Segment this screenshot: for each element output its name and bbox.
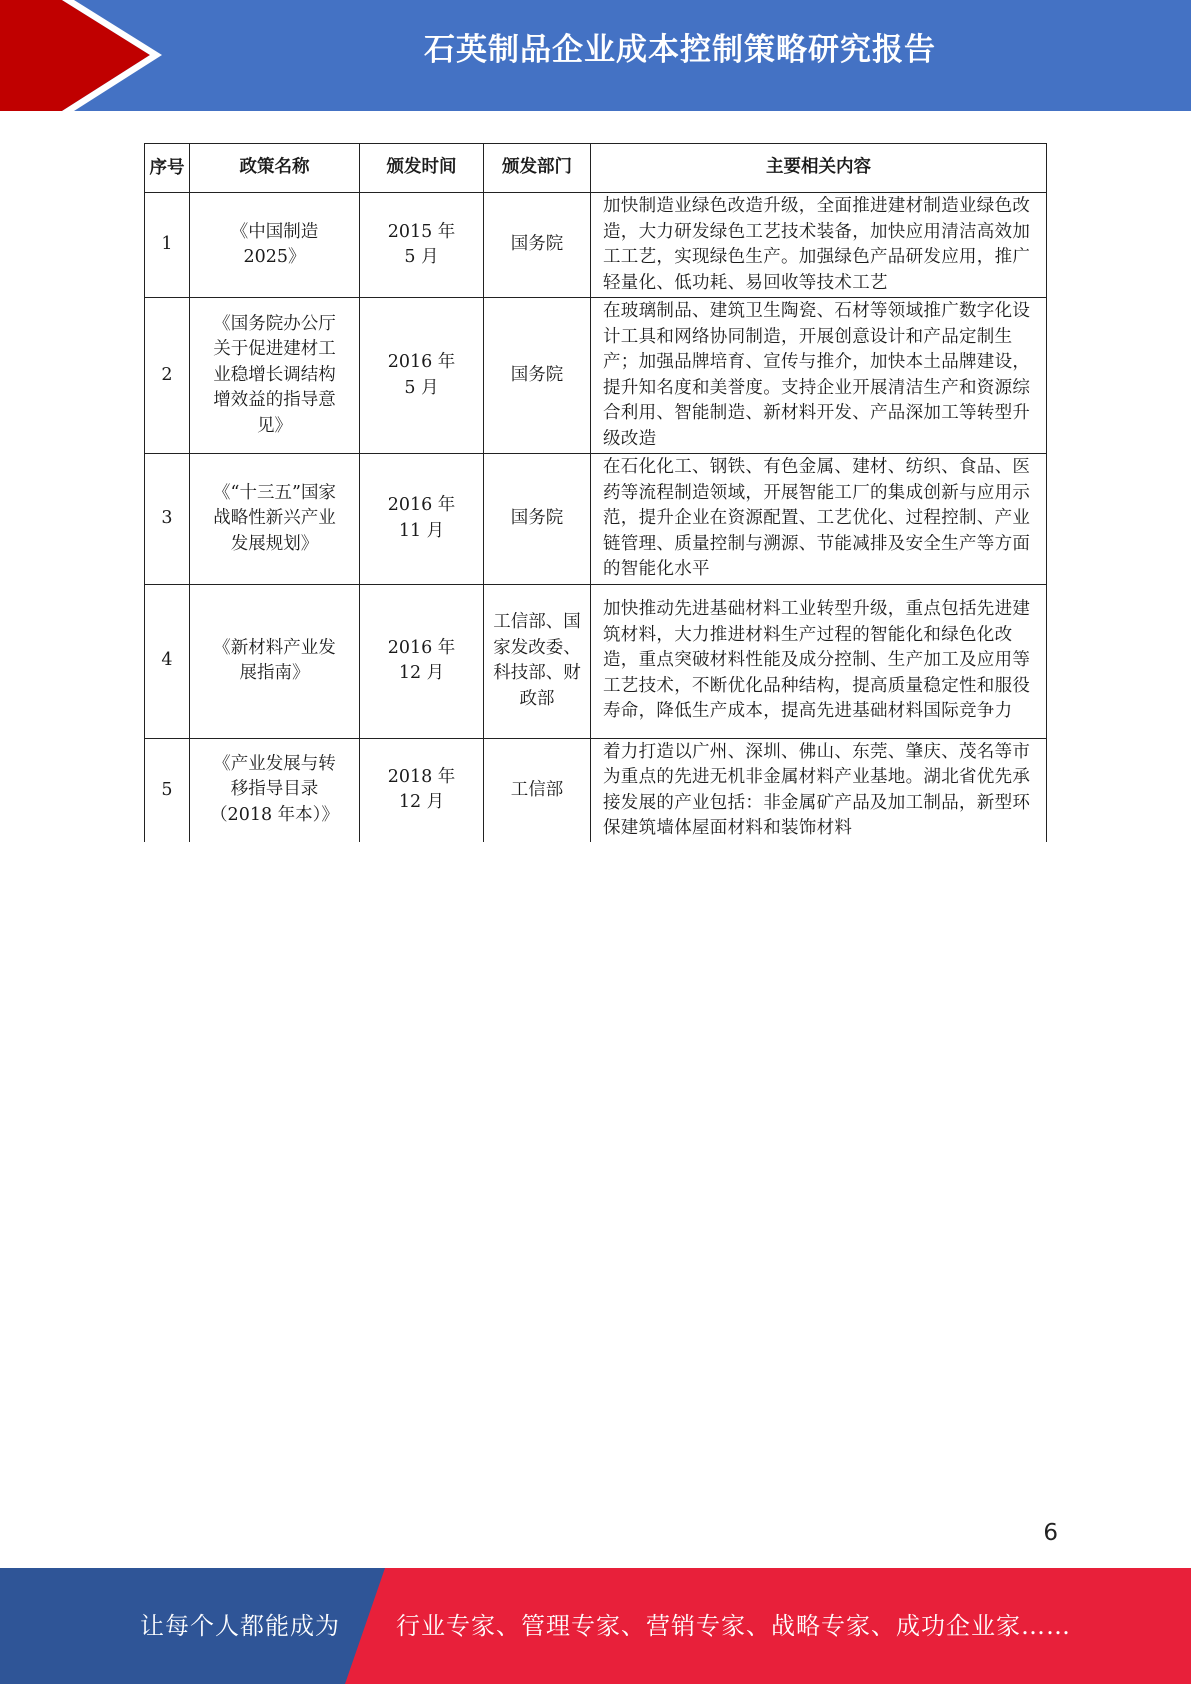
- row-policy-name: 《“十三五”国家战略性新兴产业发展规划》: [190, 454, 360, 585]
- policy-table: [144, 143, 1047, 842]
- row-dept: 工信部: [484, 738, 591, 842]
- row-dept: 工信部、国家发改委、科技部、财政部: [484, 584, 591, 738]
- row-dept: 国务院: [484, 193, 591, 298]
- row-dept: 国务院: [484, 454, 591, 585]
- report-title: 石英制品企业成本控制策略研究报告: [424, 32, 936, 68]
- row-date: 2015 年 5 月: [360, 193, 484, 298]
- row-date: 2018 年 12 月: [360, 738, 484, 842]
- row-dept: 国务院: [484, 298, 591, 454]
- row-no: 1: [145, 193, 190, 298]
- row-date: 2016 年 5 月: [360, 298, 484, 454]
- row-date: 2016 年 12 月: [360, 584, 484, 738]
- page-number: 6: [1043, 1520, 1058, 1546]
- table-row: [145, 738, 1047, 842]
- column-header-no: 序号: [145, 144, 190, 193]
- row-policy-name: 《新材料产业发展指南》: [190, 584, 360, 738]
- row-content: 在石化化工、钢铁、有色金属、建材、纺织、食品、医药等流程制造领域，开展智能工厂的集成创新与应用示范，提升企业在资源配置、工艺优化、过程控制、产业链管理、质量控制与溯源、节能减排及安全生产等方面的智能化水平: [591, 454, 1047, 585]
- row-policy-name: 《中国制造2025》: [190, 193, 360, 298]
- table-row: [145, 298, 1047, 454]
- row-policy-name: 《产业发展与转移指导目录（2018 年本）》: [190, 738, 360, 842]
- table-row: [145, 584, 1047, 738]
- row-content: 加快制造业绿色改造升级，全面推进建材制造业绿色改造，大力研发绿色工艺技术装备，加快应用清洁高效加工工艺，实现绿色生产。加强绿色产品研发应用，推广轻量化、低功耗、易回收等技术工艺: [591, 193, 1047, 298]
- column-header-date: 颁发时间: [360, 144, 484, 193]
- row-policy-name: 《国务院办公厅关于促进建材工业稳增长调结构增效益的指导意见》: [190, 298, 360, 454]
- report-footer: [0, 1568, 1191, 1684]
- row-no: 2: [145, 298, 190, 454]
- table-row: [145, 454, 1047, 585]
- report-header: [0, 0, 1191, 111]
- row-no: 5: [145, 738, 190, 842]
- row-content: 加快推动先进基础材料工业转型升级，重点包括先进建筑材料，大力推进材料生产过程的智能化和绿色化改造，重点突破材料性能及成分控制、生产加工及应用等工艺技术，不断优化品种结构，提高质量稳定性和服役寿命，降低生产成本，提高先进基础材料国际竞争力: [591, 584, 1047, 738]
- column-header-name: 政策名称: [190, 144, 360, 193]
- row-no: 4: [145, 584, 190, 738]
- row-no: 3: [145, 454, 190, 585]
- footer-slogan-right: 行业专家、管理专家、营销专家、战略专家、成功企业家……: [396, 1612, 1071, 1640]
- row-date: 2016 年 11 月: [360, 454, 484, 585]
- table-row: [145, 193, 1047, 298]
- table-header-row: [145, 144, 1047, 193]
- row-content: 着力打造以广州、深圳、佛山、东莞、肇庆、茂名等市为重点的先进无机非金属材料产业基地。湖北省优先承接发展的产业包括：非金属矿产品及加工制品，新型环保建筑墙体屋面材料和装饰材料: [591, 738, 1047, 842]
- column-header-dept: 颁发部门: [484, 144, 591, 193]
- column-header-content: 主要相关内容: [591, 144, 1047, 193]
- footer-slogan-left: 让每个人都能成为: [140, 1612, 340, 1640]
- row-content: 在玻璃制品、建筑卫生陶瓷、石材等领域推广数字化设计工具和网络协同制造，开展创意设计和产品定制生产；加强品牌培育、宣传与推介，加快本土品牌建设，提升知名度和美誉度。支持企业开展清洁生产和资源综合利用、智能制造、新材料开发、产品深加工等转型升级改造: [591, 298, 1047, 454]
